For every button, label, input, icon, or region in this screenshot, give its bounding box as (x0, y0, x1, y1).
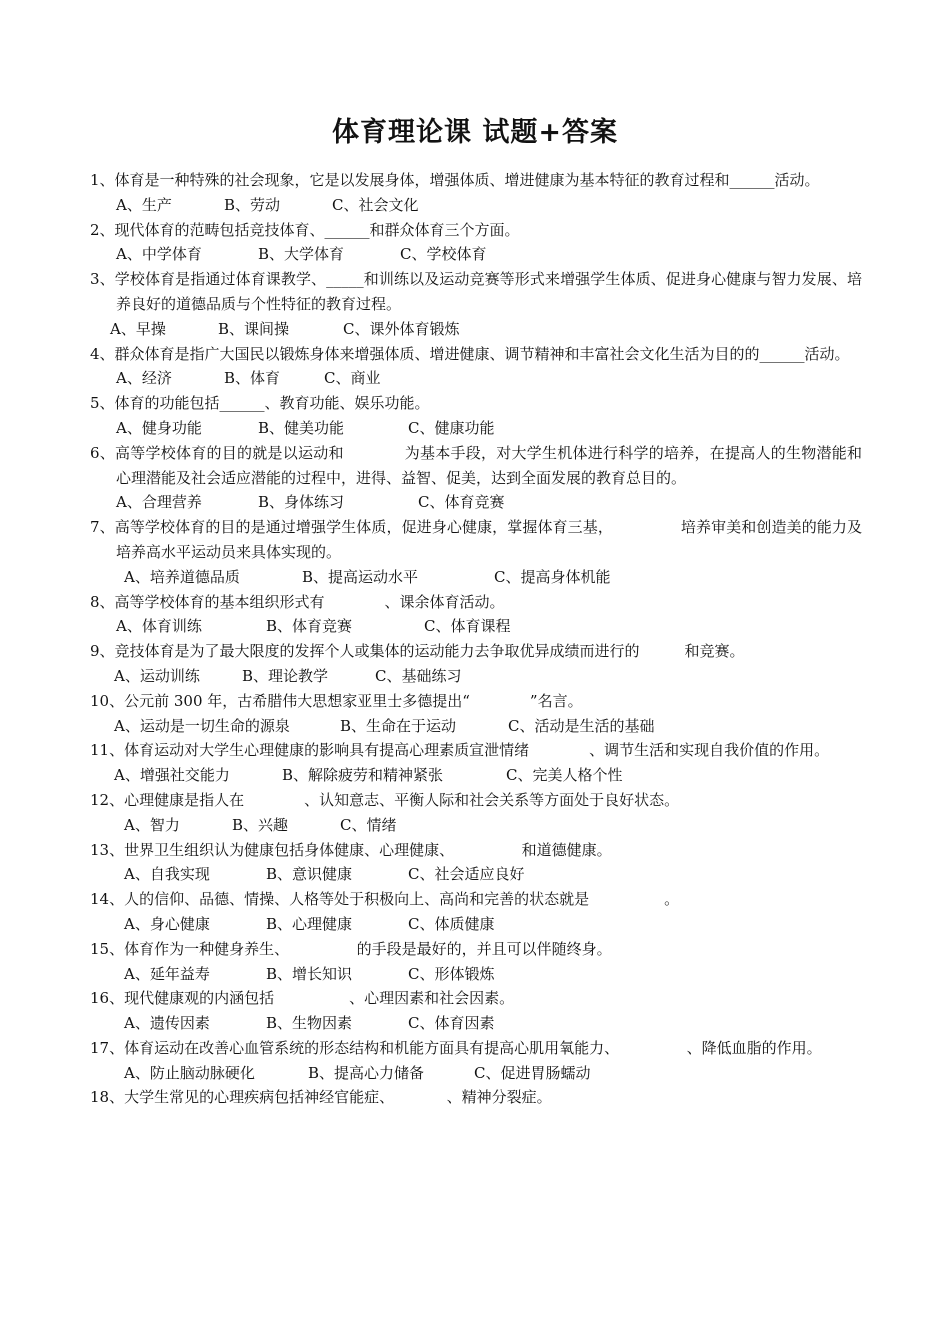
option-a: A、智力 (124, 815, 180, 834)
option-c: C、促进胃肠蠕动 (474, 1063, 591, 1082)
option-c: C、社会适应良好 (408, 865, 525, 884)
option-c: C、提高身体机能 (494, 567, 611, 586)
question-5-stem: 5、体育的功能包括______、教育功能、娱乐功能。 (90, 394, 430, 413)
option-c: C、形体锻炼 (408, 964, 495, 983)
option-c: C、商业 (324, 369, 381, 388)
option-a: A、身心健康 (124, 914, 210, 933)
question-7-options (90, 565, 862, 590)
question-17-stem: 17、体育运动在改善心血管系统的形态结构和机能方面具有提高心肌用氧能力、 、降低血脂的作用。 (90, 1038, 822, 1057)
option-c: C、活动是生活的基础 (508, 716, 655, 735)
question-2-stem: 2、现代体育的范畴包括竞技体育、______和群众体育三个方面。 (90, 220, 520, 239)
question-2-options (90, 242, 862, 267)
question-1-stem: 1、体育是一种特殊的社会现象，它是以发展身体，增强体质、增进健康为基本特征的教育过程和______活动。 (90, 171, 820, 189)
option-b: B、提高心力储备 (308, 1063, 425, 1082)
option-c: C、体育因素 (408, 1014, 495, 1033)
question-17-options (90, 1061, 862, 1086)
question-12-options (90, 813, 862, 838)
option-b: B、体育 (224, 369, 281, 388)
option-c: C、学校体育 (400, 245, 487, 264)
option-b: B、增长知识 (266, 964, 353, 983)
question-18-stem: 18、大学生常见的心理疾病包括神经官能症、 、精神分裂症。 (90, 1088, 552, 1107)
question-8-stem: 8、高等学校体育的基本组织形式有 、课余体育活动。 (90, 592, 505, 611)
question-13-stem: 13、世界卫生组织认为健康包括身体健康、心理健康、 和道德健康。 (90, 840, 612, 859)
question-3-options (90, 317, 862, 342)
option-a: A、体育训练 (116, 617, 202, 636)
option-b: B、课间操 (218, 319, 290, 338)
option-b: B、身体练习 (258, 493, 345, 512)
question-7-stem: 7、高等学校体育的目的是通过增强学生体质，促进身心健康，掌握体育三基， 培养审美和创造美的能力及培养高水平运动员来具体实现的。 (90, 518, 862, 561)
option-a: A、合理营养 (116, 493, 202, 512)
question-11-options (90, 763, 862, 788)
question-list (90, 168, 862, 1110)
question-11-stem: 11、体育运动对大学生心理健康的影响具有提高心理素质宣泄情绪 、调节生活和实现自我价值的作用。 (90, 741, 830, 760)
option-b: B、意识健康 (266, 865, 353, 884)
option-b: B、大学体育 (258, 245, 345, 264)
option-b: B、解除疲劳和精神紧张 (282, 766, 444, 785)
option-b: B、体育竞赛 (266, 617, 353, 636)
option-a: A、遗传因素 (124, 1014, 210, 1033)
option-b: B、劳动 (224, 195, 281, 214)
option-a: A、防止脑动脉硬化 (124, 1063, 255, 1082)
option-b: B、健美功能 (258, 418, 345, 437)
option-c: C、健康功能 (408, 418, 495, 437)
option-c: C、基础练习 (375, 666, 462, 685)
option-a: A、自我实现 (124, 865, 210, 884)
question-5-options (90, 416, 862, 441)
option-a: A、增强社交能力 (114, 766, 230, 785)
option-c: C、情绪 (340, 815, 397, 834)
option-b: B、理论教学 (242, 666, 329, 685)
question-4-stem: 4、群众体育是指广大国民以锻炼身体来增强体质、增进健康、调节精神和丰富社会文化生活为目的的______活动。 (90, 344, 850, 363)
question-14-options (90, 912, 862, 937)
question-9-stem: 9、竞技体育是为了最大限度的发挥个人或集体的运动能力去争取优异成绩而进行的 和竞赛。 (90, 642, 745, 661)
question-16-stem: 16、现代健康观的内涵包括 、心理因素和社会因素。 (90, 989, 515, 1008)
option-b: B、生命在于运动 (340, 716, 457, 735)
option-a: A、培养道德品质 (124, 567, 240, 586)
page-title: 体育理论课 试题+答案 (331, 117, 619, 148)
option-a: A、健身功能 (116, 418, 202, 437)
option-a: A、生产 (116, 195, 172, 214)
option-a: A、运动训练 (114, 666, 200, 685)
option-b: B、兴趣 (232, 815, 289, 834)
option-a: A、延年益寿 (124, 964, 210, 983)
question-16-options (90, 1011, 862, 1036)
question-10-options (90, 714, 862, 739)
question-3-stem: 3、学校体育是指通过体育课教学、_____和训练以及运动竞赛等形式来增强学生体质、促进身心健康与智力发展、培养良好的道德品质与个性特征的教育过程。 (90, 270, 862, 313)
question-6-stem: 6、高等学校体育的目的就是以运动和 为基本手段，对大学生机体进行科学的培养，在提高人的生物潜能和心理潜能及社会适应潜能的过程中，进得、益智、促美，达到全面发展的教育总目的。 (90, 443, 862, 487)
option-a: A、运动是一切生命的源泉 (114, 716, 290, 735)
option-b: B、生物因素 (266, 1014, 353, 1033)
question-15-stem: 15、体育作为一种健身养生、 的手段是最好的，并且可以伴随终身。 (90, 939, 612, 958)
question-4-options (90, 366, 862, 391)
question-1-options (90, 193, 862, 218)
question-8-options (90, 614, 862, 639)
question-13-options (90, 862, 862, 887)
question-15-options (90, 962, 862, 987)
option-c: C、体质健康 (408, 914, 495, 933)
option-c: C、社会文化 (332, 195, 419, 214)
question-9-options (90, 664, 862, 689)
question-14-stem: 14、人的信仰、品德、情操、人格等处于积极向上、高尚和完善的状态就是 。 (90, 890, 680, 909)
question-10-stem: 10、公元前 300 年，古希腊伟大思想家亚里士多德提出“ ”名言。 (90, 691, 583, 710)
option-c: C、体育竞赛 (418, 493, 505, 512)
option-b: B、心理健康 (266, 914, 353, 933)
option-a: A、早操 (110, 319, 166, 338)
question-12-stem: 12、心理健康是指人在 、认知意志、平衡人际和社会关系等方面处于良好状态。 (90, 790, 680, 809)
question-6-options (90, 490, 862, 515)
option-c: C、完美人格个性 (506, 766, 623, 785)
option-c: C、体育课程 (424, 617, 511, 636)
option-c: C、课外体育锻炼 (343, 319, 460, 338)
option-a: A、经济 (116, 369, 172, 388)
option-b: B、提高运动水平 (302, 567, 419, 586)
option-a: A、中学体育 (116, 245, 202, 264)
